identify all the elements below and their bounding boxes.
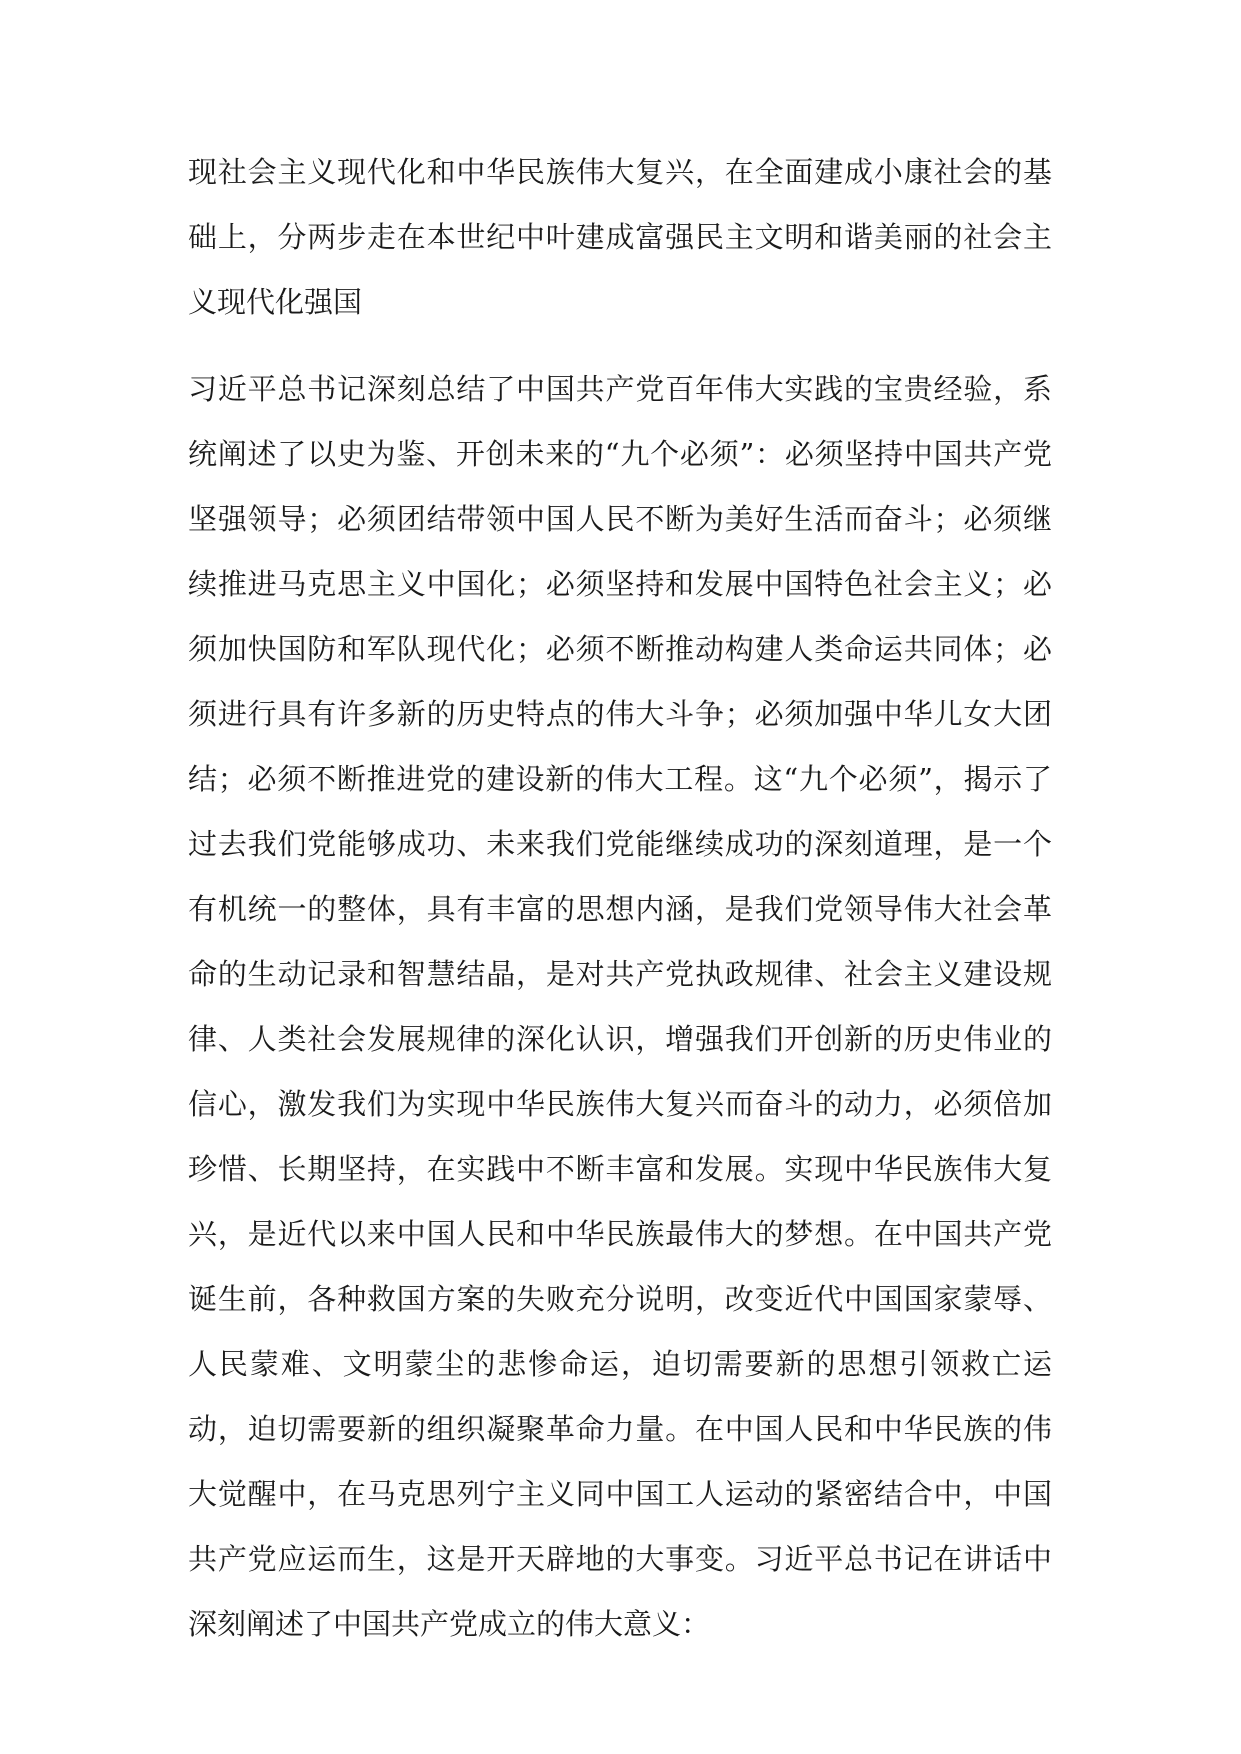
paragraph-2: 习近平总书记深刻总结了中国共产党百年伟大实践的宝贵经验，系统阐述了以史为鉴、开创未来的“九个必须”：必须坚持中国共产党坚强领导；必须团结带领中国人民不断为美好生活而奋斗；必须继续推进马克思主义中国化；必须坚持和发展中国特色社会主义；必须加快国防和军队现代化；必须不断推动构建人类命运共同体；必须进行具有许多新的历史特点的伟大斗争；必须加强中华儿女大团结；必须不断推进党的建设新的伟大工程。这“九个必须”，揭示了过去我们党能够成功、未来我们党能继续成功的深刻道理，是一个有机统一的整体，具有丰富的思想内涵，是我们党领导伟大社会革命的生动记录和智慧结晶，是对共产党执政规律、社会主义建设规律、人类社会发展规律的深化认识，增强我们开创新的历史伟业的信心，激发我们为实现中华民族伟大复兴而奋斗的动力，必须倍加珍惜、长期坚持，在实践中不断丰富和发展。实现中华民族伟大复兴，是近代以来中国人民和中华民族最伟大的梦想。在中国共产党诞生前，各种救国方案的失败充分说明，改变近代中国国家蒙辱、人民蒙难、文明蒙尘的悲惨命运，迫切需要新的思想引领救亡运动，迫切需要新的组织凝聚革命力量。在中国人民和中华民族的伟大觉醒中，在马克思列宁主义同中国工人运动的紧密结合中，中国共产党应运而生，这是开天辟地的大事变。习近平总书记在讲话中深刻阐述了中国共产党成立的伟大意义： — [188, 372, 1052, 1641]
paragraph-1: 现社会主义现代化和中华民族伟大复兴，在全面建成小康社会的基础上，分两步走在本世纪中叶建成富强民主文明和谐美丽的社会主义现代化强国 — [188, 155, 1052, 319]
document-body — [188, 140, 1052, 1657]
